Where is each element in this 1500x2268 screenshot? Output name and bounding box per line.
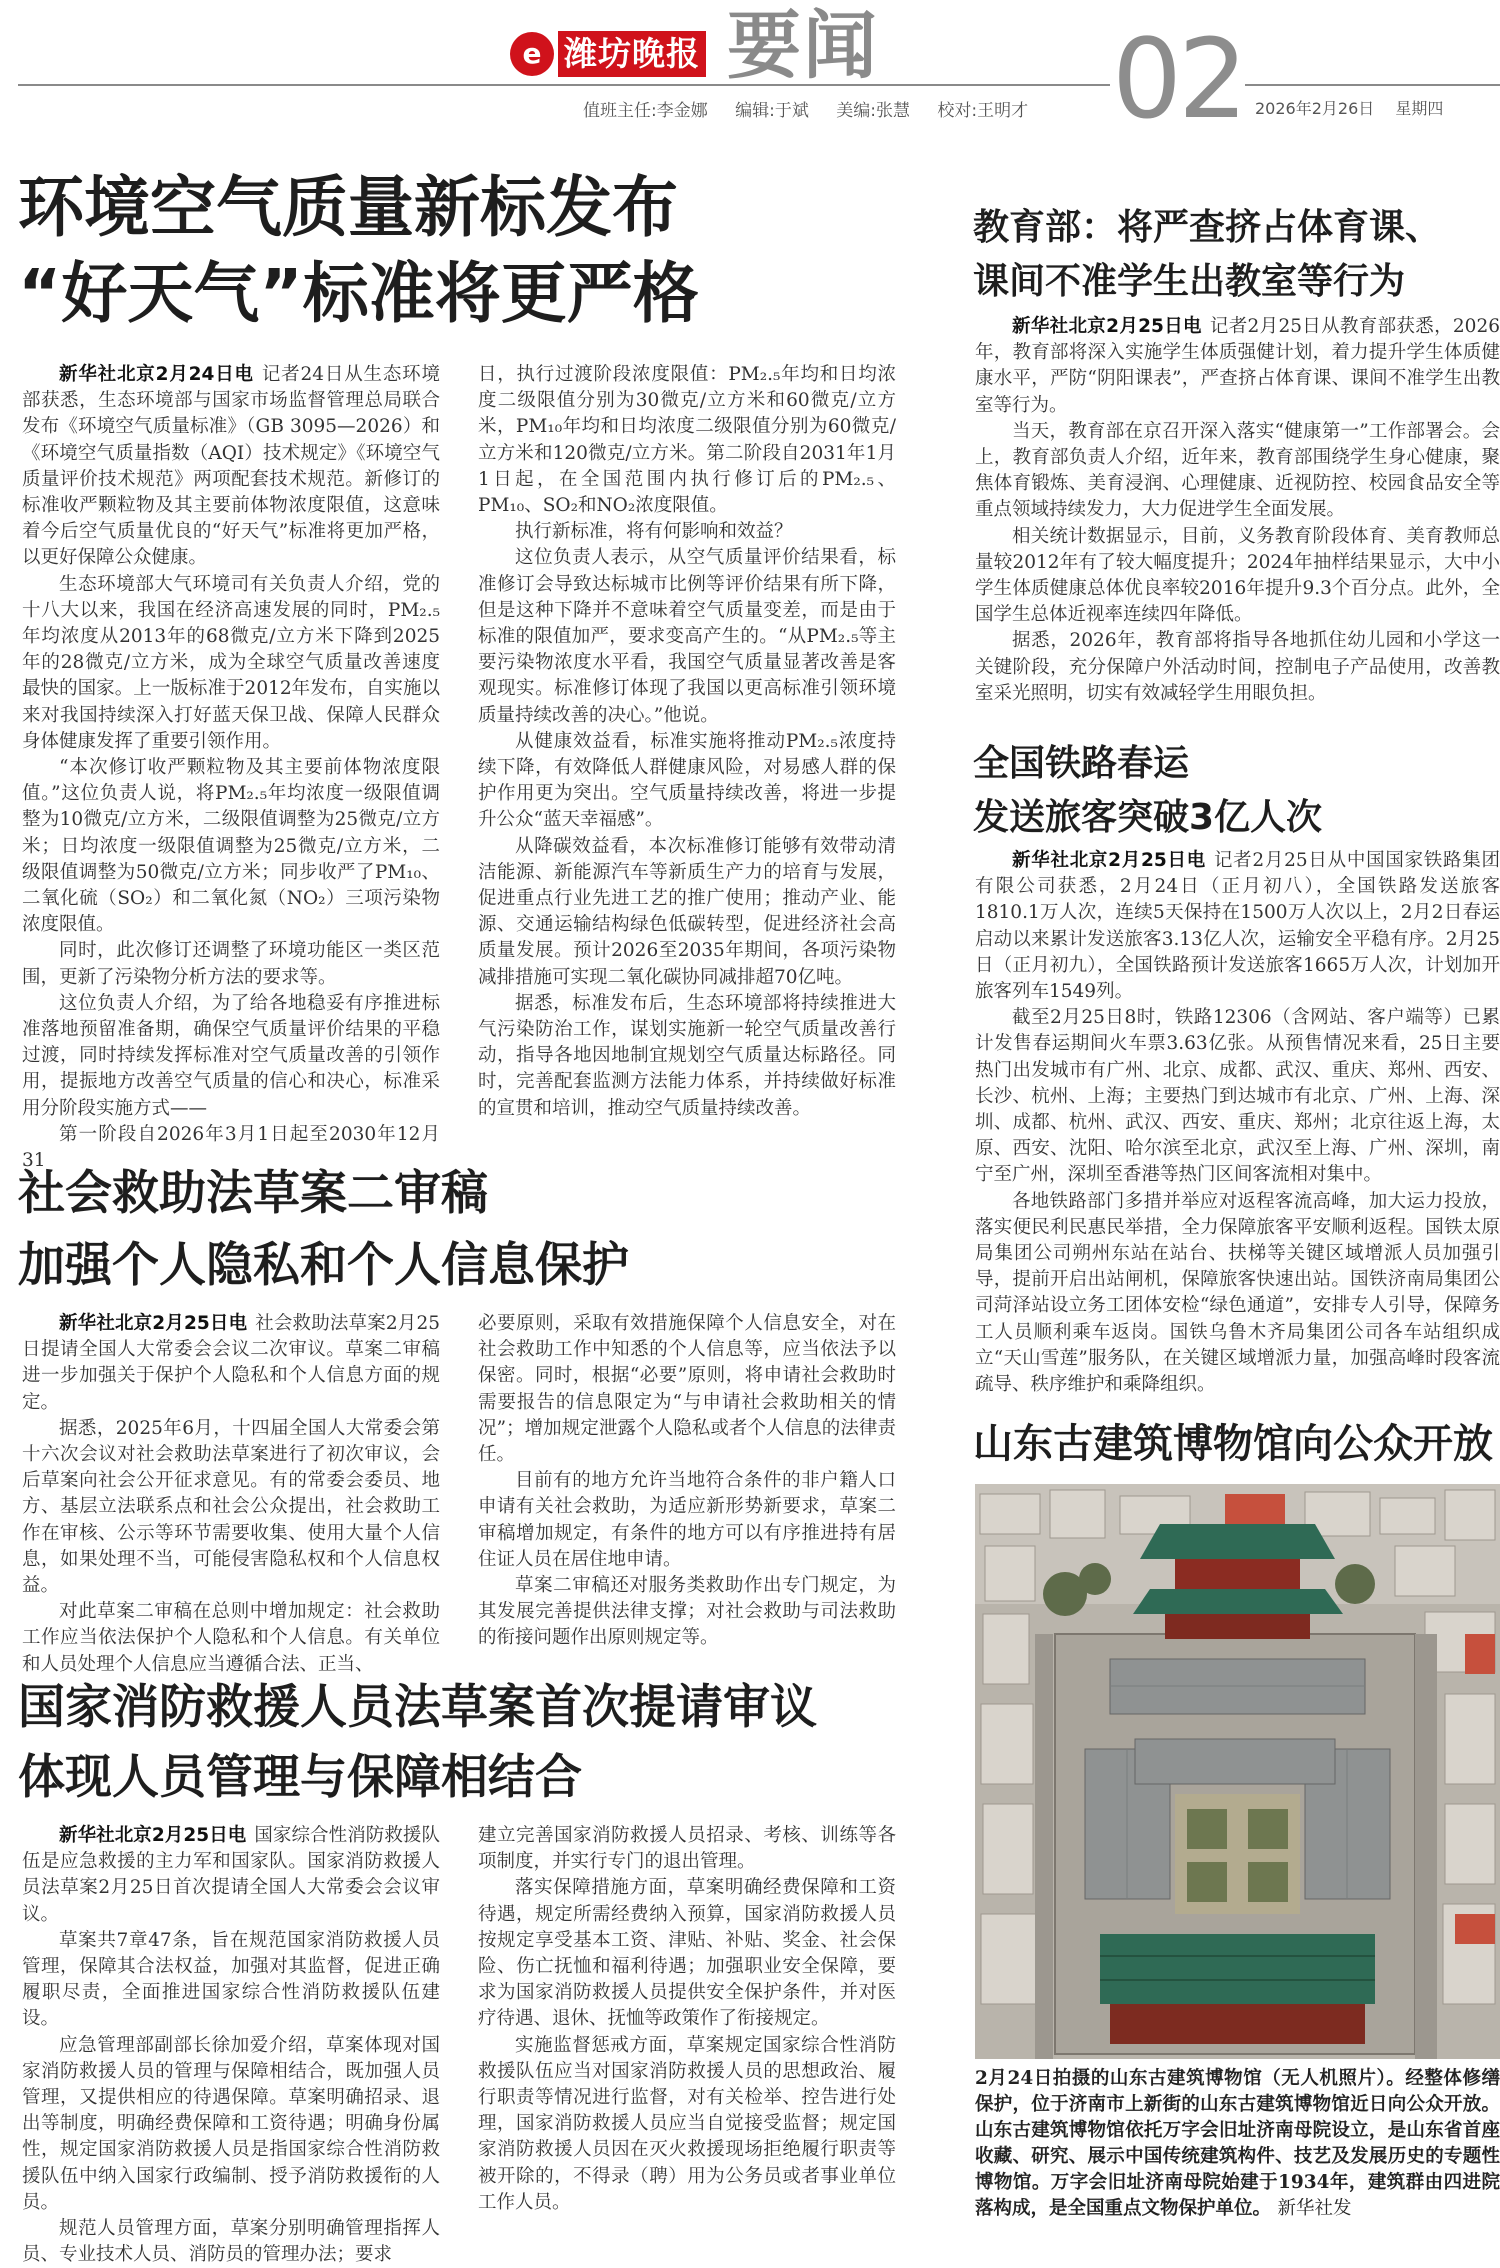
paragraph: 这位负责人介绍，为了给各地稳妥有序推进标准落地预留准备期，确保空气质量评价结果的平稳过渡，同时持续发挥标准对空气质量改善的引领作用，提振地方改善空气质量的信心和决心，标准采用分阶段实施方式—— [22, 992, 440, 1119]
paragraph: 目前有的地方允许当地符合条件的非户籍人口申请有关社会救助，为适应新形势新要求，草案二审稿增加规定，有条件的地方可以有序推进持有居住证人员在居住地申请。 [478, 1470, 896, 1570]
museum-aerial-photo [975, 1484, 1500, 2059]
caption-credit: 新华社发 [1277, 2198, 1352, 2219]
headline-museum: 山东古建筑博物馆向公众开放 [973, 1421, 1493, 1467]
paragraph: 据悉，2026年，教育部将指导各地抓住幼儿园和小学这一关键阶段，充分保障户外活动时间，控制电子产品使用，改善教室采光照明，切实有效减轻学生用眼负担。 [975, 630, 1500, 704]
paragraph: 新华社北京2月25日电 记者2月25日从中国国家铁路集团有限公司获悉，2月24日（正月初八），全国铁路发送旅客1810.1万人次，连续5天保持在1500万人次以上，2月2日春运启动以来累计发送旅客3.13亿人次，运输安全平稳有序。2月25日（正月初九），全国铁路预计发送旅客1665万人次，计划加开旅客列车1549列。 [975, 850, 1500, 1003]
paragraph: 草案共7章47条，旨在规范国家消防救援人员管理，保障其合法权益，加强对其监督，促进正确履职尽责，全面推进国家综合性消防救援队伍建设。 [22, 1929, 440, 2030]
paragraph: 落实保障措施方面，草案明确经费保障和工资待遇，规定所需经费纳入预算，国家消防救援人员按规定享受基本工资、津贴、补贴、奖金、社会保险、伤亡抚恤和福利待遇；加强职业安全保障，要求为国家消防救援人员提供安全保护条件，并对医疗待遇、退休、抚恤等政策作了衔接规定。 [478, 1877, 896, 2030]
headline-education-line1: 教育部：将严查挤占体育课、 [973, 207, 1442, 248]
paragraph: 建立完善国家消防救援人员招录、考核、训练等各项制度，并实行专门的退出管理。 [478, 1825, 896, 1873]
caption-text: 2月24日拍摄的山东古建筑博物馆（无人机照片）。经整体修缮保护，位于济南市上新街的山东古建筑博物馆近日向公众开放。山东古建筑博物馆依托万字会旧址济南母院设立，是山东省首座收藏、研究、展示中国传统建筑构件、技艺及发展历史的专题性博物馆。万字会旧址济南母院始建于1934年，建筑群由四进院落构成，是全国重点文物保护单位。 [975, 2068, 1500, 2219]
photo-caption [975, 2066, 1500, 2222]
headline-fire-line1: 国家消防救援人员法草案首次提请审议 [18, 1680, 817, 1735]
paragraph: 草案二审稿还对服务类救助作出专门规定，为其发展完善提供法律支撑；对社会救助与司法救助的衔接问题作出原则规定等。 [478, 1575, 896, 1649]
headline-railway-line1: 全国铁路春运 [973, 743, 1190, 784]
paragraph: 这位负责人表示，从空气质量评价结果看，标准修订会导致达标城市比例等评价结果有所下降，但是这种下降并不意味着空气质量变差，而是由于标准的限值加严，要求变高产生的。“从PM₂.₅等主要污染物浓度水平看，我国空气质量显著改善是客观现实。标准修订体现了我国以更高标准引领环境质量持续改善的决心。”他说。 [478, 547, 896, 726]
article-air-col2 [478, 362, 896, 1122]
paragraph: 从健康效益看，标准实施将推动PM₂.₅浓度持续下降，有效降低人群健康风险，对易感人群的保护作用更为突出。空气质量持续改善，将进一步提升公众“蓝天幸福感”。 [478, 730, 896, 831]
paragraph: 据悉，标准发布后，生态环境部将持续推进大气污染防治工作，谋划实施新一轮空气质量改善行动，指导各地因地制宜规划空气质量达标路径。同时，完善配套监测方法能力体系，并持续做好标准的宣贯和培训，推动空气质量持续改善。 [478, 992, 896, 1119]
paragraph: 据悉，2025年6月，十四届全国人大常委会第十六次会议对社会救助法草案进行了初次审议，会后草案向社会公开征求意见。有的常委会委员、地方、基层立法联系点和社会公众提出，社会救助工作在审核、公示等环节需要收集、使用大量个人信息，如果处理不当，可能侵害隐私权和个人信息权益。 [22, 1417, 440, 1597]
dateline: 新华社北京2月24日电 [59, 364, 254, 385]
editor-credit: 值班主任:李金娜 [583, 101, 708, 121]
page-number: 02 [1112, 15, 1244, 143]
paragraph: 新华社北京2月24日电 记者24日从生态环境部获悉，生态环境部与国家市场监督管理总局联合发布《环境空气质量标准》（GB 3095—2026）和《环境空气质量指数（AQI）技术规定》《环境空气质量评价技术规范》两项配套技术规范。新修订的标准收严颗粒物及其主要前体物浓度限值，这意味着今后空气质量优良的“好天气”标准将更加严格，以更好保障公众健康。 [22, 364, 440, 569]
paragraph: 第一阶段自2026年3月1日起至2030年12月31 [22, 1123, 440, 1172]
paragraph: 当天，教育部在京召开深入落实“健康第一”工作部署会。会上，教育部负责人介绍，近年来，教育部围绕学生身心健康，聚焦体育锻炼、美育浸润、心理健康、近视防控、校园食品安全等重点领域持续发力，大力促进学生全面发展。 [975, 420, 1500, 521]
paragraph: 各地铁路部门多措并举应对返程客流高峰，加大运力投放，落实便民利民惠民举措，全力保障旅客平安顺利返程。国铁太原局集团公司朔州东站在站台、扶梯等关键区域增派人员加强引导，提前开启出站闸机，保障旅客快速出站。国铁济南局集团公司菏泽站设立务工团体安检“绿色通道”，安排专人引导，保障务工人员顺利乘车返岗。国铁乌鲁木齐局集团公司各车站组织成立“天山雪莲”服务队，在关键区域增派力量，加强高峰时段客流疏导、秩序维护和乘降组织。 [975, 1190, 1500, 1396]
paragraph: 应急管理部副部长徐加爱介绍，草案体现对国家消防救援人员的管理与保障相结合，既加强人员管理，又提供相应的待遇保障。草案明确招录、退出等制度，明确经费保障和工资待遇；明确身份属性，规定国家消防救援人员是指国家综合性消防救援队伍中纳入国家行政编制、授予消防救援衔的人员。 [22, 2034, 440, 2213]
paragraph: 执行新标准，将有何影响和效益？ [515, 521, 793, 543]
paragraph: 对此草案二审稿在总则中增加规定：社会救助工作应当依法保护个人隐私和个人信息。有关单位和人员处理个人信息应当遵循合法、正当、 [22, 1601, 440, 1675]
editor-credit: 编辑:于斌 [735, 101, 809, 121]
article-social-col1 [22, 1311, 440, 1678]
paragraph: “本次修订收严颗粒物及其主要前体物浓度限值。”这位负责人说，将PM₂.₅年均浓度一级限值调整为10微克/立方米，二级限值调整为25微克/立方米；日均浓度一级限值调整为25微克/立方米，二级限值调整为50微克/立方米；同步收严了PM₁₀、二氧化硫（SO₂）和二氧化氮（NO₂）三项污染物浓度限值。 [22, 757, 440, 936]
article-education-body [975, 314, 1500, 707]
section-title: 要闻 [727, 3, 879, 89]
editor-credit: 美编:张慧 [836, 101, 911, 121]
paragraph: 新华社北京2月25日电 记者2月25日从教育部获悉，2026年，教育部将深入实施学生体质强健计划，着力提升学生体质健康水平，严防“阴阳课表”，严查挤占体育课、课间不准学生出教室等行为。 [975, 316, 1500, 416]
paragraph: 实施监督惩戒方面，草案规定国家综合性消防救援队伍应当对国家消防救援人员的思想政治、履行职责等情况进行监督，对有关检举、控告进行处理，国家消防救援人员应当自觉接受监督；规定国家消防救援人员因在灭火救援现场拒绝履行职责等被开除的，不得录（聘）用为公务员或者事业单位工作人员。 [478, 2034, 896, 2213]
editor-credits [583, 96, 1050, 121]
publication-date [1255, 96, 1459, 119]
editor-credit: 校对:王明才 [937, 101, 1029, 121]
dateline: 新华社北京2月25日电 [1012, 850, 1206, 871]
newspaper-logo [510, 28, 715, 80]
headline-railway-line2: 发送旅客突破3亿人次 [973, 797, 1323, 838]
masthead-rule-left [18, 84, 1110, 86]
headline-social-line1: 社会救助法草案二审稿 [18, 1166, 488, 1221]
paragraph: 规范人员管理方面，草案分别明确管理指挥人员、专业技术人员、消防员的管理办法；要求 [22, 2218, 440, 2266]
dateline: 新华社北京2月25日电 [1012, 316, 1202, 337]
paragraph: 新华社北京2月25日电 国家综合性消防救援队伍是应急救援的主力军和国家队。国家消防救援人员法草案2月25日首次提请全国人大常委会会议审议。 [22, 1825, 440, 1925]
logo-mark-icon: e [510, 32, 554, 76]
paragraph: 截至2月25日8时，铁路12306（含网站、客户端等）已累计发售春运期间火车票3.63亿张。从预售情况来看，25日主要热门出发城市有广州、北京、成都、武汉、重庆、郑州、西安、长沙、杭州、上海；主要热门到达城市有北京、广州、上海、深圳、成都、杭州、武汉、西安、重庆、郑州；北京往返上海，太原、西安、沈阳、哈尔滨至北京，武汉至上海、广州、深圳，南宁至广州，深圳至香港等热门区间客流相对集中。 [975, 1007, 1500, 1186]
headline-air-line1: 环境空气质量新标发布 [18, 169, 678, 246]
article-railway-body [975, 848, 1500, 1398]
paper-name: 潍坊晚报 [558, 31, 706, 77]
article-social-col2 [478, 1311, 896, 1652]
weekday-text: 星期四 [1395, 99, 1444, 118]
dateline: 新华社北京2月25日电 [59, 1825, 247, 1846]
date-text: 2026年2月26日 [1255, 99, 1375, 118]
headline-air-line2: “好天气”标准将更严格 [18, 255, 699, 332]
dateline: 新华社北京2月25日电 [59, 1313, 248, 1334]
article-fire-col1 [22, 1823, 440, 2268]
paragraph: 同时，此次修订还调整了环境功能区一类区范围，更新了污染物分析方法的要求等。 [22, 940, 440, 988]
headline-education-line2: 课间不准学生出教室等行为 [973, 261, 1406, 302]
paragraph: 必要原则，采取有效措施保障个人信息安全，对在社会救助工作中知悉的个人信息等，应当依法予以保密。同时，根据“必要”原则，将申请社会救助时需要报告的信息限定为“与申请社会救助相关的情况”；增加规定泄露个人隐私或者个人信息的法律责任。 [478, 1313, 896, 1466]
paragraph: 相关统计数据显示，目前，义务教育阶段体育、美育教师总量较2012年有了较大幅度提升；2024年抽样结果显示，大中小学生体质健康总体优良率较2016年提升9.3个百分点。此外，全国学生总体近视率连续四年降低。 [975, 525, 1500, 626]
headline-fire-line2: 体现人员管理与保障相结合 [18, 1750, 582, 1805]
paragraph: 新华社北京2月25日电 社会救助法草案2月25日提请全国人大常委会会议二次审议。草案二审稿进一步加强关于保护个人隐私和个人信息方面的规定。 [22, 1313, 440, 1413]
headline-social-line2: 加强个人隐私和个人信息保护 [18, 1238, 629, 1293]
paragraph: 从降碳效益看，本次标准修订能够有效带动清洁能源、新能源汽车等新质生产力的培育与发展，促进重点行业先进工艺的推广使用；推动产业、能源、交通运输结构绿色低碳转型，促进经济社会高质量发展。预计2026至2035年期间，各项污染物减排措施可实现二氧化碳协同减排超70亿吨。 [478, 835, 896, 988]
paragraph: 生态环境部大气环境司有关负责人介绍，党的十八大以来，我国在经济高速发展的同时，PM₂.₅年均浓度从2013年的68微克/立方米下降到2025年的28微克/立方米，成为全球空气质量改善速度最快的国家。上一版标准于2012年发布，自实施以来对我国持续深入打好蓝天保卫战、保障人民群众身体健康发挥了重要引领作用。 [22, 573, 440, 752]
article-fire-col2 [478, 1823, 896, 2216]
article-air-col1 [22, 362, 440, 1174]
paragraph: 日，执行过渡阶段浓度限值：PM₂.₅年均和日均浓度二级限值分别为30微克/立方米和60微克/立方米，PM₁₀年均和日均浓度二级限值分别为60微克/立方米和120微克/立方米。第二阶段自2031年1月1日起，在全国范围内执行修订后的PM₂.₅、PM₁₀、SO₂和NO₂浓度限值。 [478, 364, 896, 517]
masthead-rule-right [1245, 84, 1500, 86]
